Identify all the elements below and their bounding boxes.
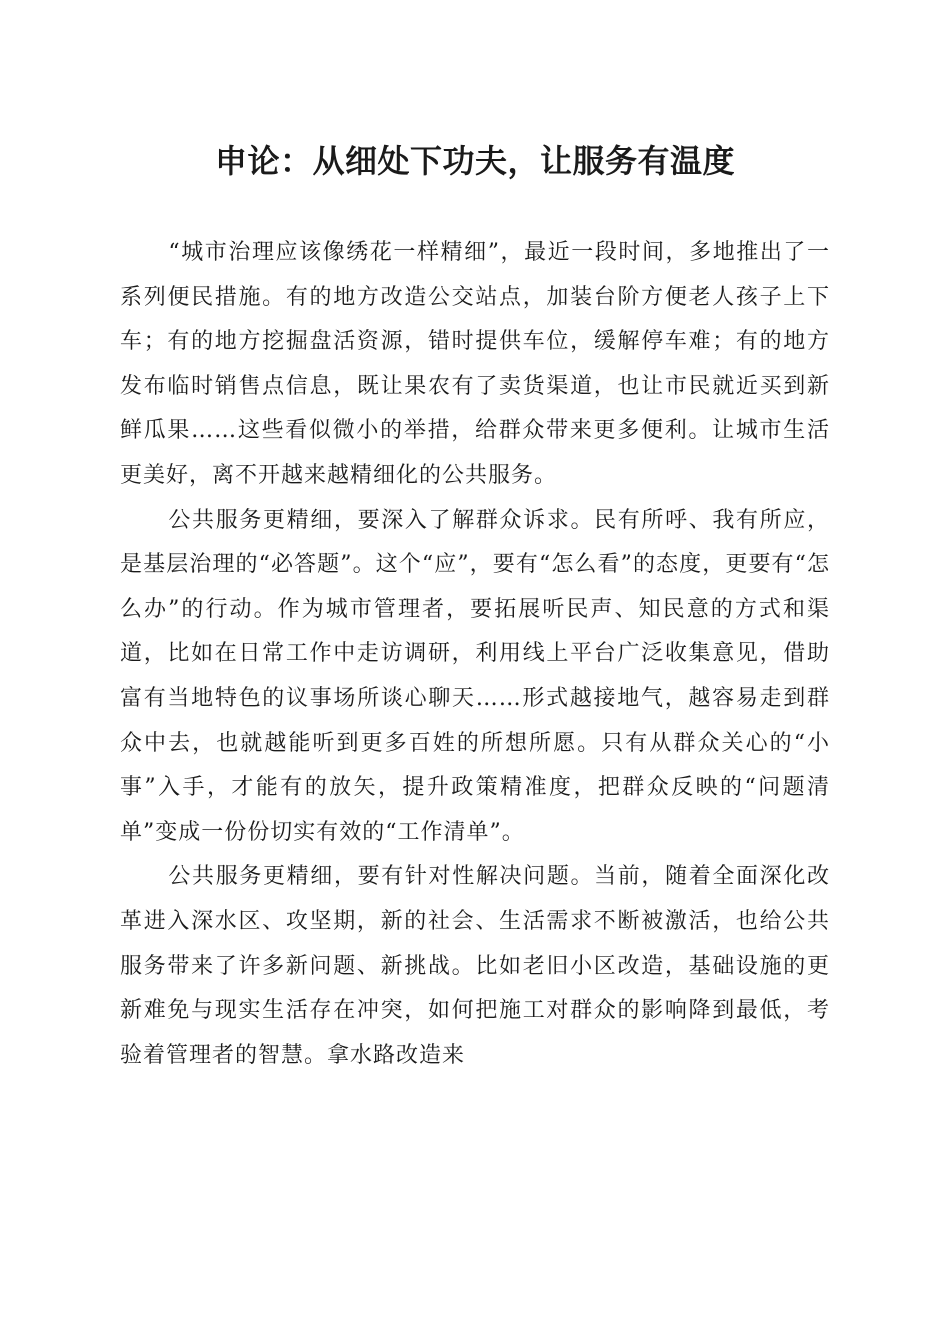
document-title: 申论：从细处下功夫，让服务有温度: [214, 142, 735, 180]
paragraph-1: “城市治理应该像绣花一样精细”，最近一段时间，多地推出了一系列便民措施。有的地方改造公交站点，加装台阶方便老人孩子上下车；有的地方挖掘盘活资源，错时提供车位，缓解停车难；有的地方发布临时销售点信息，既让果农有了卖货渠道，也让市民就近买到新鲜瓜果……这些看似微小的举措，给群众带来更多便利。让城市生活更美好，离不开越来越精细化的公共服务。: [120, 240, 830, 488]
document-body: [120, 231, 830, 1078]
paragraph-2: 公共服务更精细，要深入了解群众诉求。民有所呼、我有所应，是基层治理的“必答题”。这个“应”，要有“怎么看”的态度，更要有“怎么办”的行动。作为城市管理者，要拓展听民声、知民意的方式和渠道，比如在日常工作中走访调研，利用线上平台广泛收集意见，借助富有当地特色的议事场所谈心聊天……形式越接地气，越容易走到群众中去，也就越能听到更多百姓的所想所愿。只有从群众关心的“小事”入手，才能有的放矢，提升政策精准度，把群众反映的“问题清单”变成一份份切实有效的“工作清单”。: [120, 507, 830, 845]
paragraph-3: 公共服务更精细，要有针对性解决问题。当前，随着全面深化改革进入深水区、攻坚期，新的社会、生活需求不断被激活，也给公共服务带来了许多新问题、新挑战。比如老旧小区改造，基础设施的更新难免与现实生活存在冲突，如何把施工对群众的影响降到最低，考验着管理者的智慧。拿水路改造来: [120, 864, 830, 1068]
